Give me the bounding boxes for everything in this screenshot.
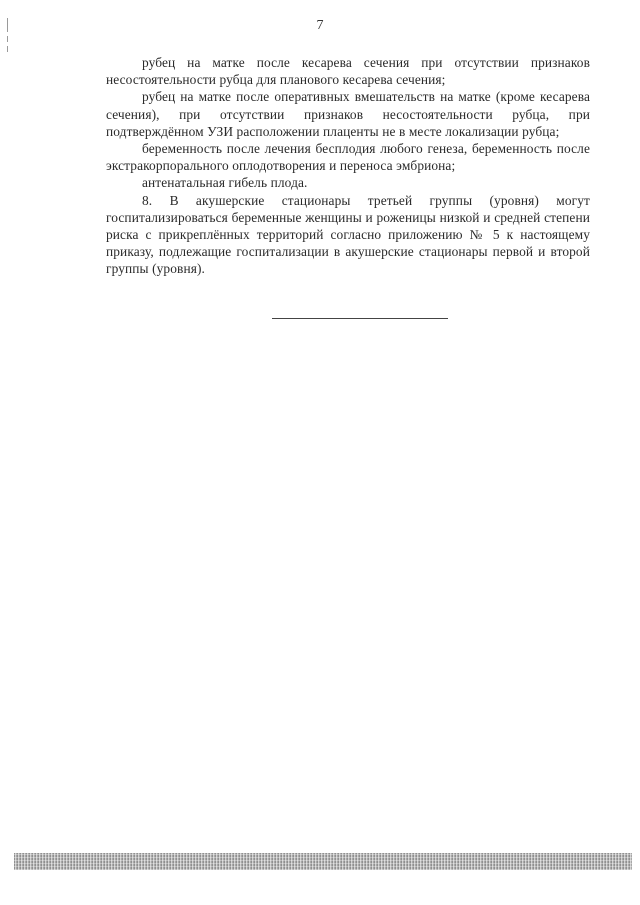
paragraph-uterine-scar-other-surgery: рубец на матке после оперативных вмешательств на матке (кроме кесарева сечения), при отсутствии признаков несостоятельности рубца, при подтверждённом УЗИ расположении плаценты не в месте локализации рубца;	[106, 89, 590, 139]
scanner-artifact-band	[14, 853, 632, 870]
paragraph-item-8: 8. В акушерские стационары третьей группы (уровня) могут госпитализироваться беременные женщины и роженицы низкой и средней степени риска с прикреплённых территорий согласно приложению № 5 к настоящему приказу, подлежащие госпитализации в акушерские стационары первой и второй группы (уровня).	[106, 192, 590, 277]
paragraph-pregnancy-after-infertility: беременность после лечения бесплодия любого генеза, беременность после экстракорпорального оплодотворения и переноса эмбриона;	[106, 141, 590, 174]
document-body	[106, 54, 590, 278]
page-number: 7	[316, 18, 324, 33]
paragraph-uterine-scar-cesarean: рубец на матке после кесарева сечения при отсутствии признаков несостоятельности рубца для планового кесарева сечения;	[106, 55, 590, 88]
paragraph-antenatal-fetal-death: антенатальная гибель плода.	[142, 175, 308, 191]
closing-separator-line	[272, 318, 448, 319]
